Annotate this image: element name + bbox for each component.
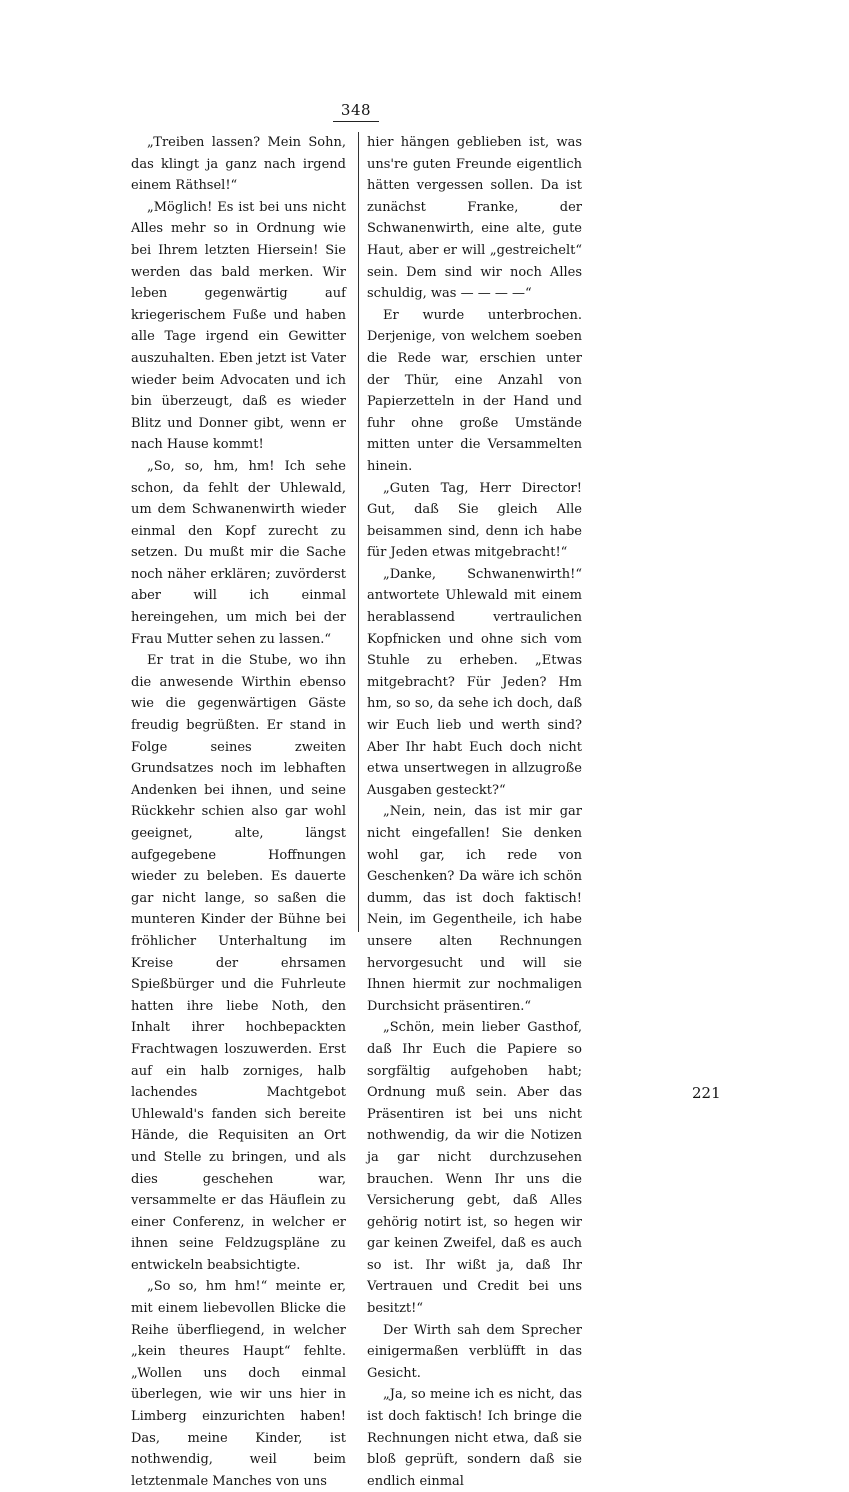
left-column [131,132,346,1492]
paragraph: „Ja, so meine ich es nicht, das ist doch faktisch! Ich bringe die Rechnungen nicht etwa, daß sie bloß geprüft, sondern daß sie endlich einmal [367,1387,582,1489]
header-rule [333,121,379,122]
paragraph: „So, so, hm, hm! Ich sehe schon, da fehlt der Uhlewald, um dem Schwanenwirth wieder einmal den Kopf zurecht zu setzen. Du mußt mir die Sache noch näher erklären; zuvörderst aber will ich einmal hereingehen, um mich bei der Frau Mutter sehen zu lassen.“ [131,458,346,647]
paragraph: Er wurde unterbrochen. Derjenige, von welchem soeben die Rede war, erschien unter der Thür, eine Anzahl von Papierzetteln in der Hand und fuhr ohne große Umstände mitten unter die Versammelten hinein. [367,307,582,474]
paragraph: Er trat in die Stube, wo ihn die anwesende Wirthin ebenso wie die gegenwärtigen Gäste freudig begrüßten. Er stand in Folge seines zweiten Grundsatzes noch im lebhaften Andenken bei ihnen, und seine Rückkehr schien also gar wohl geeignet, alte, längst aufgegebene Hoffnungen wieder zu beleben. Es dauerte gar nicht lange, so saßen die munteren Kinder der Bühne bei fröhlicher Unterhaltung im Kreise der ehrsamen Spießbürger und die Fuhrleute hatten ihre liebe Noth, den Inhalt ihrer hochbepackten Frachtwagen loszuwerden. Erst auf ein halb zorniges, halb lachendes Machtgebot Uhlewald's fanden sich bereite Hände, die Requisiten an Ort und Stelle zu bringen, und als dies geschehen war, versammelte er das Häuflein zu einer Conferenz, in welcher er ihnen seine Feldzugspläne zu entwickeln beabsichtigte. [131,653,346,1273]
paragraph: „So so, hm hm!“ meinte er, mit einem liebevollen Blicke die Reihe überfliegend, in welcher „kein theures Haupt“ fehlte. „Wollen uns doch einmal überlegen, wie wir uns hier in Limberg einzurichten haben! Das, meine Kinder, ist nothwendig, weil beim letztenmale Manches von uns [131,1279,346,1489]
paragraph: „Schön, mein lieber Gasthof, daß Ihr Euch die Papiere so sorgfältig aufgehoben habt; Ordnung muß sein. Aber das Präsentiren ist bei uns nicht nothwendig, da wir die Notizen ja gar nicht durchzusehen brauchen. Wenn Ihr uns die Versicherung gebt, daß Alles gehörig notirt ist, so hegen wir gar keinen Zweifel, daß es auch so ist. Ihr wißt ja, daß Ihr Vertrauen und Credit bei uns besitzt!“ [367,1020,582,1317]
paragraph: „Guten Tag, Herr Director! Gut, daß Sie gleich Alle beisammen sind, denn ich habe für Jeden etwas mitgebracht!“ [367,480,582,561]
paragraph: „Treiben lassen? Mein Sohn, das klingt ja ganz nach irgend einem Räthsel!“ [131,135,346,194]
right-column [367,132,582,1492]
page-number: 348 [340,101,372,119]
column-divider [358,132,359,932]
sheet-number: 221 [692,1084,721,1102]
paragraph: hier hängen geblieben ist, was uns're guten Freunde eigentlich hätten vergessen sollen. Da ist zunächst Franke, der Schwanenwirth, eine alte, gute Haut, aber er will „gestreichelt“ sein. Dem sind wir noch Alles schuldig, was — — — —“ [367,135,582,302]
paragraph: „Möglich! Es ist bei uns nicht Alles mehr so in Ordnung wie bei Ihrem letzten Hiersein! Sie werden das bald merken. Wir leben gegenwärtig auf kriegerischem Fuße und haben alle Tage irgend ein Gewitter auszuhalten. Eben jetzt ist Vater wieder beim Advocaten und ich bin überzeugt, daß es wieder Blitz und Donner gibt, wenn er nach Hause kommt! [131,199,346,453]
paragraph: „Danke, Schwanenwirth!“ antwortete Uhlewald mit einem herablassend vertraulichen Kopfnicken und ohne sich vom Stuhle zu erheben. „Etwas mitgebracht? Für Jeden? Hm hm, so so, da sehe ich doch, daß wir Euch lieb und werth sind? Aber Ihr habt Euch doch nicht etwa unsertwegen in allzugroße Ausgaben gesteckt?“ [367,566,582,798]
paragraph: Der Wirth sah dem Sprecher einigermaßen verblüfft in das Gesicht. [367,1322,582,1381]
paragraph: „Nein, nein, das ist mir gar nicht eingefallen! Sie denken wohl gar, ich rede von Geschenken? Da wäre ich schön dumm, das ist doch faktisch! Nein, im Gegentheile, ich habe unsere alten Rechnungen hervorgesucht und will sie Ihnen hiermit zur nochmaligen Durchsicht präsentiren.“ [367,804,582,1014]
